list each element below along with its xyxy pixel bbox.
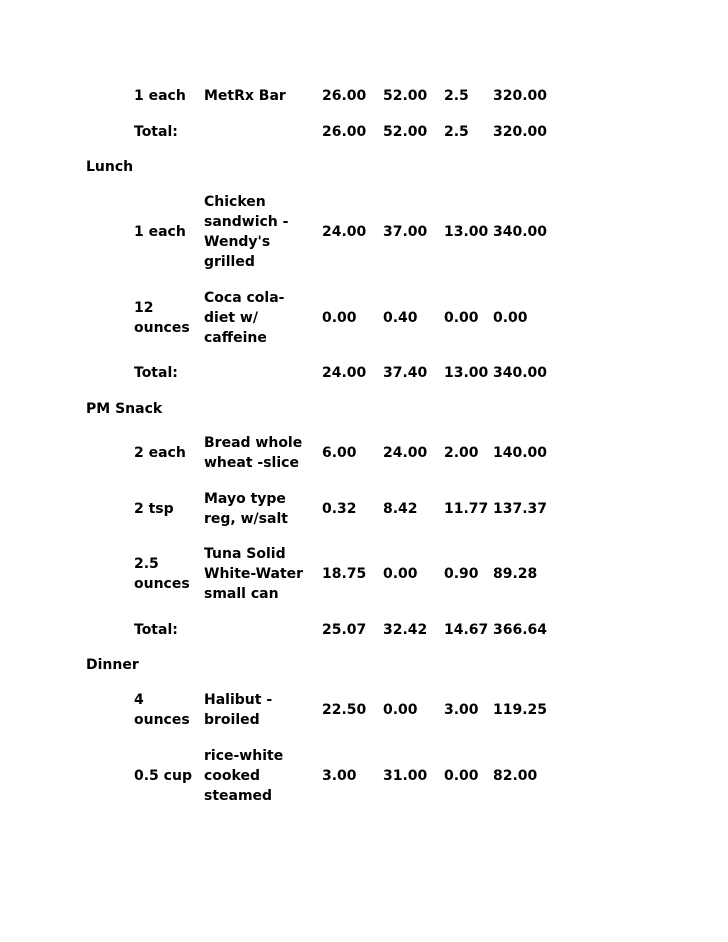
cell-line: cooked bbox=[204, 768, 260, 784]
cell-line: 2.5 bbox=[134, 556, 159, 572]
carbs-value: 37.00 bbox=[383, 224, 428, 240]
cell-line: 12 bbox=[134, 300, 154, 316]
carbs-value: 37.40 bbox=[383, 365, 428, 381]
cell-line: rice-white bbox=[204, 748, 284, 764]
food-row bbox=[0, 86, 728, 106]
fat-value: 13.00 bbox=[444, 224, 489, 240]
calories-value: 366.64 bbox=[493, 622, 548, 638]
food-name-cell bbox=[204, 489, 316, 529]
section-heading: Dinner bbox=[86, 657, 139, 673]
protein-value: 26.00 bbox=[322, 88, 367, 104]
fat-value: 14.67 bbox=[444, 622, 489, 638]
food-row bbox=[0, 192, 728, 272]
quantity-cell bbox=[134, 288, 198, 348]
cell-line: Halibut - bbox=[204, 692, 273, 708]
calories-value: 340.00 bbox=[493, 224, 548, 240]
protein-value: 26.00 bbox=[322, 124, 367, 140]
cell-line: 2 tsp bbox=[134, 501, 174, 517]
total-row bbox=[0, 620, 728, 640]
cell-line: caffeine bbox=[204, 330, 267, 346]
protein-value: 25.07 bbox=[322, 622, 367, 638]
fat-value: 0.00 bbox=[444, 768, 479, 784]
cell-line: 1 each bbox=[134, 224, 186, 240]
calories-value: 340.00 bbox=[493, 365, 548, 381]
food-name-cell bbox=[204, 544, 316, 604]
protein-value: 6.00 bbox=[322, 445, 357, 461]
cell-line: Total: bbox=[134, 124, 178, 140]
cell-line: Wendy's bbox=[204, 234, 271, 250]
fat-value: 2.00 bbox=[444, 445, 479, 461]
protein-value: 22.50 bbox=[322, 702, 367, 718]
cell-line: wheat -slice bbox=[204, 455, 299, 471]
food-name-cell bbox=[204, 86, 316, 106]
food-name-cell bbox=[204, 690, 316, 730]
protein-value: 0.00 bbox=[322, 310, 357, 326]
total-row bbox=[0, 363, 728, 383]
carbs-value: 0.00 bbox=[383, 702, 418, 718]
cell-line: Total: bbox=[134, 365, 178, 381]
cell-line: 0.5 cup bbox=[134, 768, 192, 784]
protein-value: 24.00 bbox=[322, 365, 367, 381]
fat-value: 11.77 bbox=[444, 501, 489, 517]
food-row bbox=[0, 433, 728, 473]
cell-line: diet w/ bbox=[204, 310, 258, 326]
cell-line: Bread whole bbox=[204, 435, 303, 451]
cell-line: 1 each bbox=[134, 88, 186, 104]
cell-line: Chicken bbox=[204, 194, 266, 210]
quantity-cell bbox=[134, 489, 198, 529]
cell-line: sandwich - bbox=[204, 214, 289, 230]
cell-line: ounces bbox=[134, 576, 190, 592]
fat-value: 2.5 bbox=[444, 124, 469, 140]
cell-line: ounces bbox=[134, 712, 190, 728]
cell-line: ounces bbox=[134, 320, 190, 336]
food-name-cell bbox=[204, 288, 316, 348]
calories-value: 320.00 bbox=[493, 124, 548, 140]
fat-value: 0.00 bbox=[444, 310, 479, 326]
quantity-cell bbox=[134, 544, 198, 604]
food-name-cell bbox=[204, 620, 316, 640]
carbs-value: 0.00 bbox=[383, 566, 418, 582]
fat-value: 3.00 bbox=[444, 702, 479, 718]
cell-line: White-Water bbox=[204, 566, 304, 582]
calories-value: 82.00 bbox=[493, 768, 538, 784]
food-name-cell bbox=[204, 363, 316, 383]
food-name-cell bbox=[204, 122, 316, 142]
cell-line: MetRx Bar bbox=[204, 88, 286, 104]
cell-line: small can bbox=[204, 586, 279, 602]
calories-value: 0.00 bbox=[493, 310, 528, 326]
cell-line: broiled bbox=[204, 712, 260, 728]
cell-line: Coca cola- bbox=[204, 290, 285, 306]
food-name-cell bbox=[204, 192, 316, 272]
quantity-cell bbox=[134, 746, 198, 806]
protein-value: 0.32 bbox=[322, 501, 357, 517]
cell-line: Tuna Solid bbox=[204, 546, 286, 562]
carbs-value: 31.00 bbox=[383, 768, 428, 784]
food-name-cell bbox=[204, 433, 316, 473]
carbs-value: 24.00 bbox=[383, 445, 428, 461]
cell-line: 4 bbox=[134, 692, 144, 708]
carbs-value: 8.42 bbox=[383, 501, 418, 517]
food-name-cell bbox=[204, 746, 316, 806]
protein-value: 18.75 bbox=[322, 566, 367, 582]
calories-value: 89.28 bbox=[493, 566, 538, 582]
cell-line: grilled bbox=[204, 254, 255, 270]
food-row bbox=[0, 746, 728, 806]
carbs-value: 52.00 bbox=[383, 88, 428, 104]
quantity-cell bbox=[134, 690, 198, 730]
calories-value: 320.00 bbox=[493, 88, 548, 104]
calories-value: 140.00 bbox=[493, 445, 548, 461]
cell-line: reg, w/salt bbox=[204, 511, 288, 527]
total-label bbox=[134, 363, 198, 383]
total-row bbox=[0, 122, 728, 142]
cell-line: Total: bbox=[134, 622, 178, 638]
section-heading: Lunch bbox=[86, 159, 134, 175]
total-label bbox=[134, 122, 198, 142]
total-label bbox=[134, 620, 198, 640]
cell-line: steamed bbox=[204, 788, 273, 804]
calories-value: 137.37 bbox=[493, 501, 548, 517]
fat-value: 13.00 bbox=[444, 365, 489, 381]
carbs-value: 52.00 bbox=[383, 124, 428, 140]
carbs-value: 32.42 bbox=[383, 622, 428, 638]
food-row bbox=[0, 489, 728, 529]
quantity-cell bbox=[134, 86, 198, 106]
calories-value: 119.25 bbox=[493, 702, 548, 718]
quantity-cell bbox=[134, 192, 198, 272]
fat-value: 0.90 bbox=[444, 566, 479, 582]
food-row bbox=[0, 288, 728, 348]
food-row bbox=[0, 544, 728, 604]
section-heading: PM Snack bbox=[86, 401, 163, 417]
protein-value: 3.00 bbox=[322, 768, 357, 784]
quantity-cell bbox=[134, 433, 198, 473]
cell-line: 2 each bbox=[134, 445, 186, 461]
carbs-value: 0.40 bbox=[383, 310, 418, 326]
fat-value: 2.5 bbox=[444, 88, 469, 104]
food-row bbox=[0, 690, 728, 730]
protein-value: 24.00 bbox=[322, 224, 367, 240]
cell-line: Mayo type bbox=[204, 491, 286, 507]
